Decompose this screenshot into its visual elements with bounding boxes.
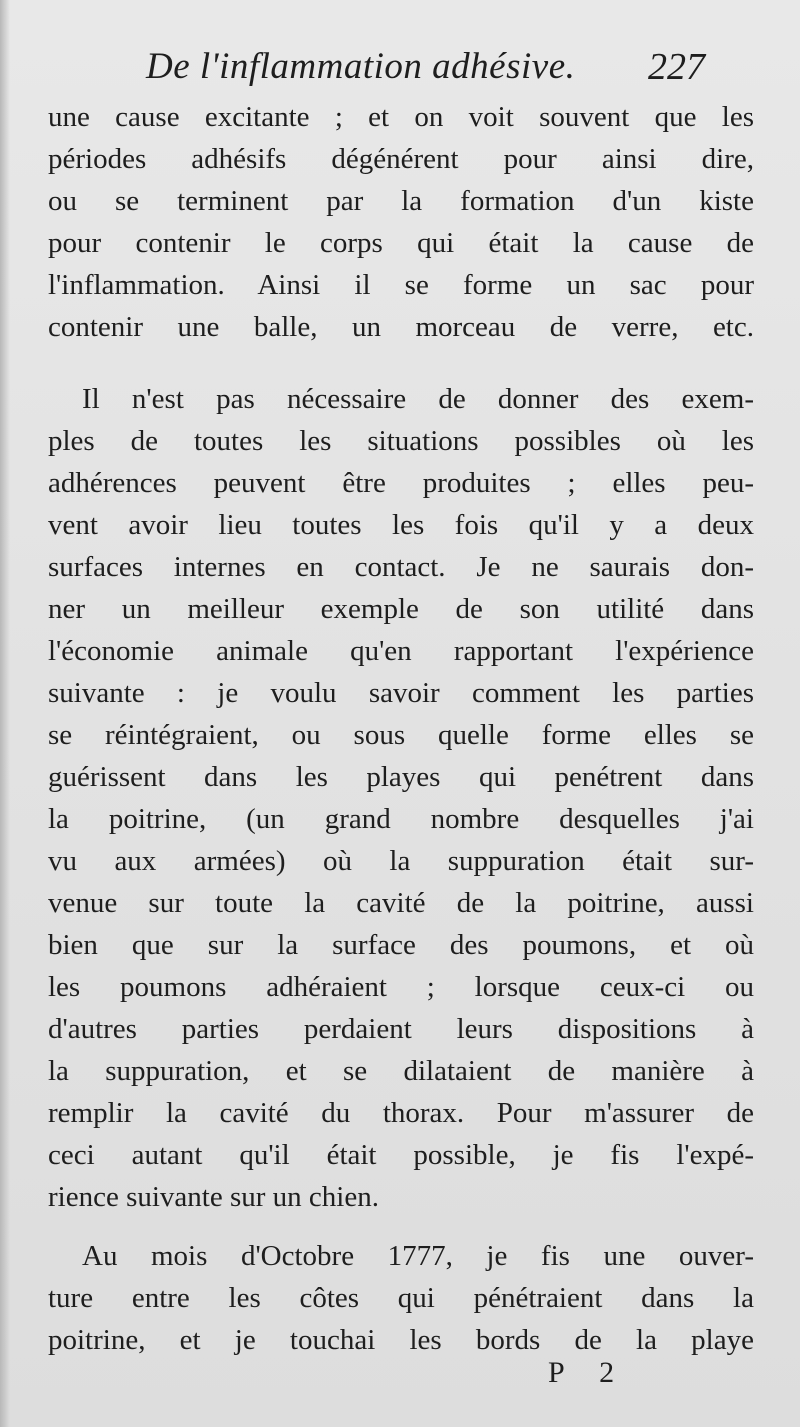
text-line: ner un meilleur exemple de son utilité dans [48, 593, 754, 625]
text-line: ture entre les côtes qui pénétraient dans la [48, 1282, 754, 1314]
signature-mark: P 2 [548, 1356, 615, 1389]
running-head [140, 42, 740, 92]
text-line: Il n'est pas nécessaire de donner des exem- [82, 383, 754, 415]
text-line: l'économie animale qu'en rapportant l'expérience [48, 635, 754, 667]
paragraph-3 [48, 1235, 754, 1361]
running-head-title: De l'inflammation adhésive. [146, 46, 576, 87]
text-line: une cause excitante ; et on voit souvent que les [48, 101, 754, 133]
text-line: d'autres parties perdaient leurs dispositions à [48, 1013, 754, 1045]
text-line: poitrine, et je touchai les bords de la playe [48, 1324, 754, 1356]
text-line: pour contenir le corps qui était la cause de [48, 227, 754, 259]
text-line: rience suivante sur un chien. [48, 1181, 379, 1213]
text-line: vu aux armées) où la suppuration était sur- [48, 845, 754, 877]
text-line: l'inflammation. Ainsi il se forme un sac pour [48, 269, 754, 301]
text-line: la suppuration, et se dilataient de manière à [48, 1055, 754, 1087]
page-number: 227 [648, 46, 705, 88]
text-line: les poumons adhéraient ; lorsque ceux-ci ou [48, 971, 754, 1003]
text-line: surfaces internes en contact. Je ne saurais don- [48, 551, 754, 583]
text-line: Au mois d'Octobre 1777, je fis une ouver- [82, 1240, 754, 1272]
text-line: bien que sur la surface des poumons, et où [48, 929, 754, 961]
text-line: ou se terminent par la formation d'un kiste [48, 185, 754, 217]
text-line: ceci autant qu'il était possible, je fis l'expé- [48, 1139, 754, 1171]
text-line: la poitrine, (un grand nombre desquelles j'ai [48, 803, 754, 835]
text-line: vent avoir lieu toutes les fois qu'il y a deux [48, 509, 754, 541]
text-line: se réintégraient, ou sous quelle forme elles se [48, 719, 754, 751]
text-line: remplir la cavité du thorax. Pour m'assurer de [48, 1097, 754, 1129]
page-edge-shadow [0, 0, 10, 1427]
paragraph-1 [48, 96, 754, 348]
text-line: périodes adhésifs dégénérent pour ainsi dire, [48, 143, 754, 175]
paragraph-2 [48, 378, 754, 1218]
text-line: guérissent dans les playes qui penétrent dans [48, 761, 754, 793]
text-line: contenir une balle, un morceau de verre, etc. [48, 311, 754, 343]
text-line: suivante : je voulu savoir comment les parties [48, 677, 754, 709]
text-line: adhérences peuvent être produites ; elles peu- [48, 467, 754, 499]
text-line: venue sur toute la cavité de la poitrine, aussi [48, 887, 754, 919]
text-line: ples de toutes les situations possibles où les [48, 425, 754, 457]
